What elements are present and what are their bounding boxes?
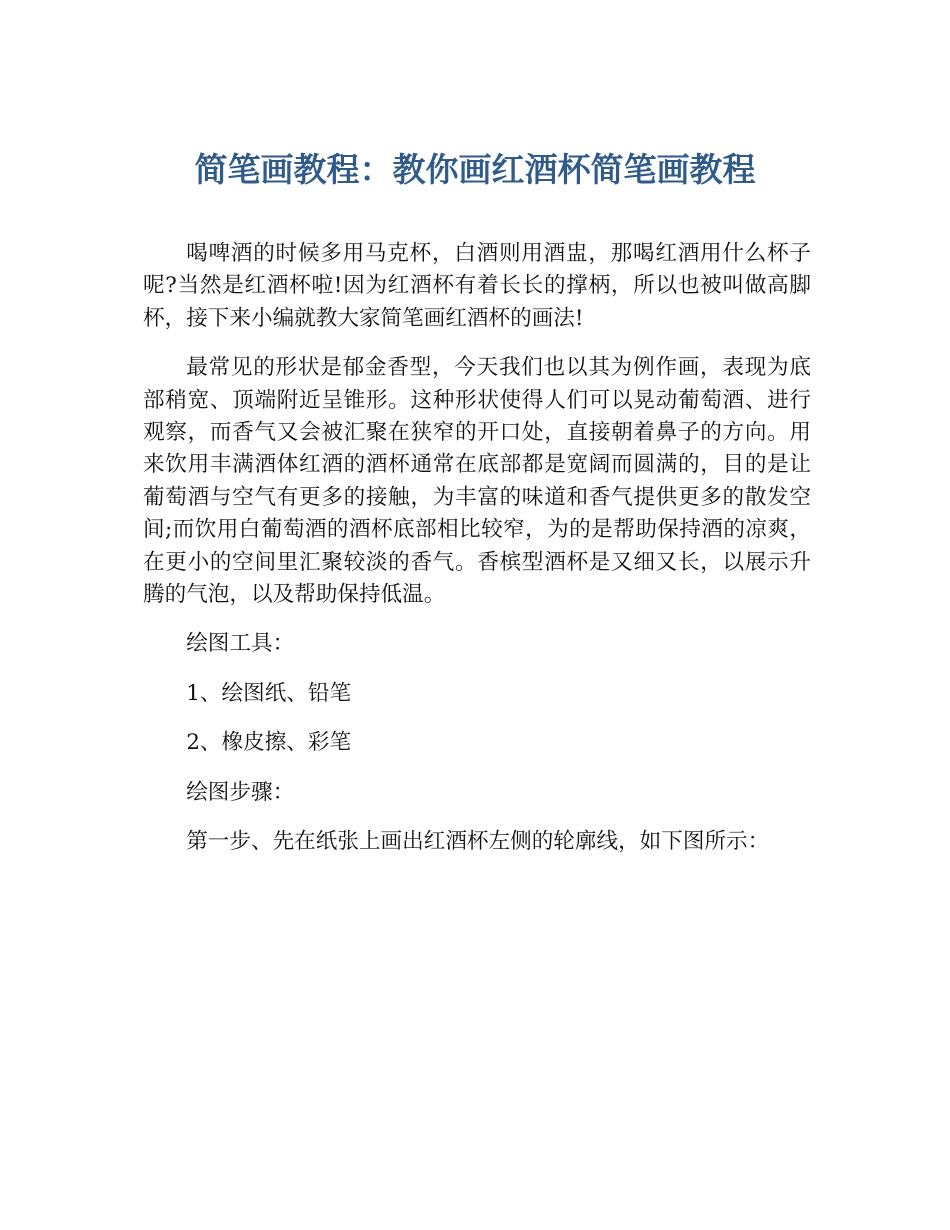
paragraph-step-1: 第一步、先在纸张上画出红酒杯左侧的轮廓线，如下图所示：	[186, 829, 770, 855]
paragraph-tool-item-2: 2、橡皮擦、彩笔	[186, 730, 352, 756]
paragraph-shape-description: 最常见的形状是郁金香型，今天我们也以其为例作画，表现为底部稍宽、顶端附近呈锥形。这种形状使得人们可以晃动葡萄酒、进行观察，而香气又会被汇聚在狭窄的开口处，直接朝着鼻子的方向。用来饮用丰满酒体红酒的酒杯通常在底部都是宽阔而圆满的，目的是让葡萄酒与空气有更多的接触，为丰富的味道和香气提供更多的散发空间;而饮用白葡萄酒的酒杯底部相比较窄，为的是帮助保持酒的凉爽，在更小的空间里汇聚较淡的香气。香槟型酒杯是又细又长，以展示升腾的气泡，以及帮助保持低温。	[143, 355, 811, 608]
paragraph-steps-heading: 绘图步骤：	[186, 779, 295, 805]
page-title: 简笔画教程：教你画红酒杯简笔画教程	[194, 150, 756, 189]
paragraph-intro: 喝啤酒的时候多用马克杯，白酒则用酒盅，那喝红酒用什么杯子呢?当然是红酒杯啦!因为红酒杯有着长长的撑柄，所以也被叫做高脚杯，接下来小编就教大家简笔画红酒杯的画法!	[143, 241, 811, 331]
article-body	[143, 238, 811, 876]
paragraph-tools-heading: 绘图工具：	[186, 631, 295, 657]
paragraph-tool-item-1: 1、绘图纸、铅笔	[186, 680, 352, 706]
